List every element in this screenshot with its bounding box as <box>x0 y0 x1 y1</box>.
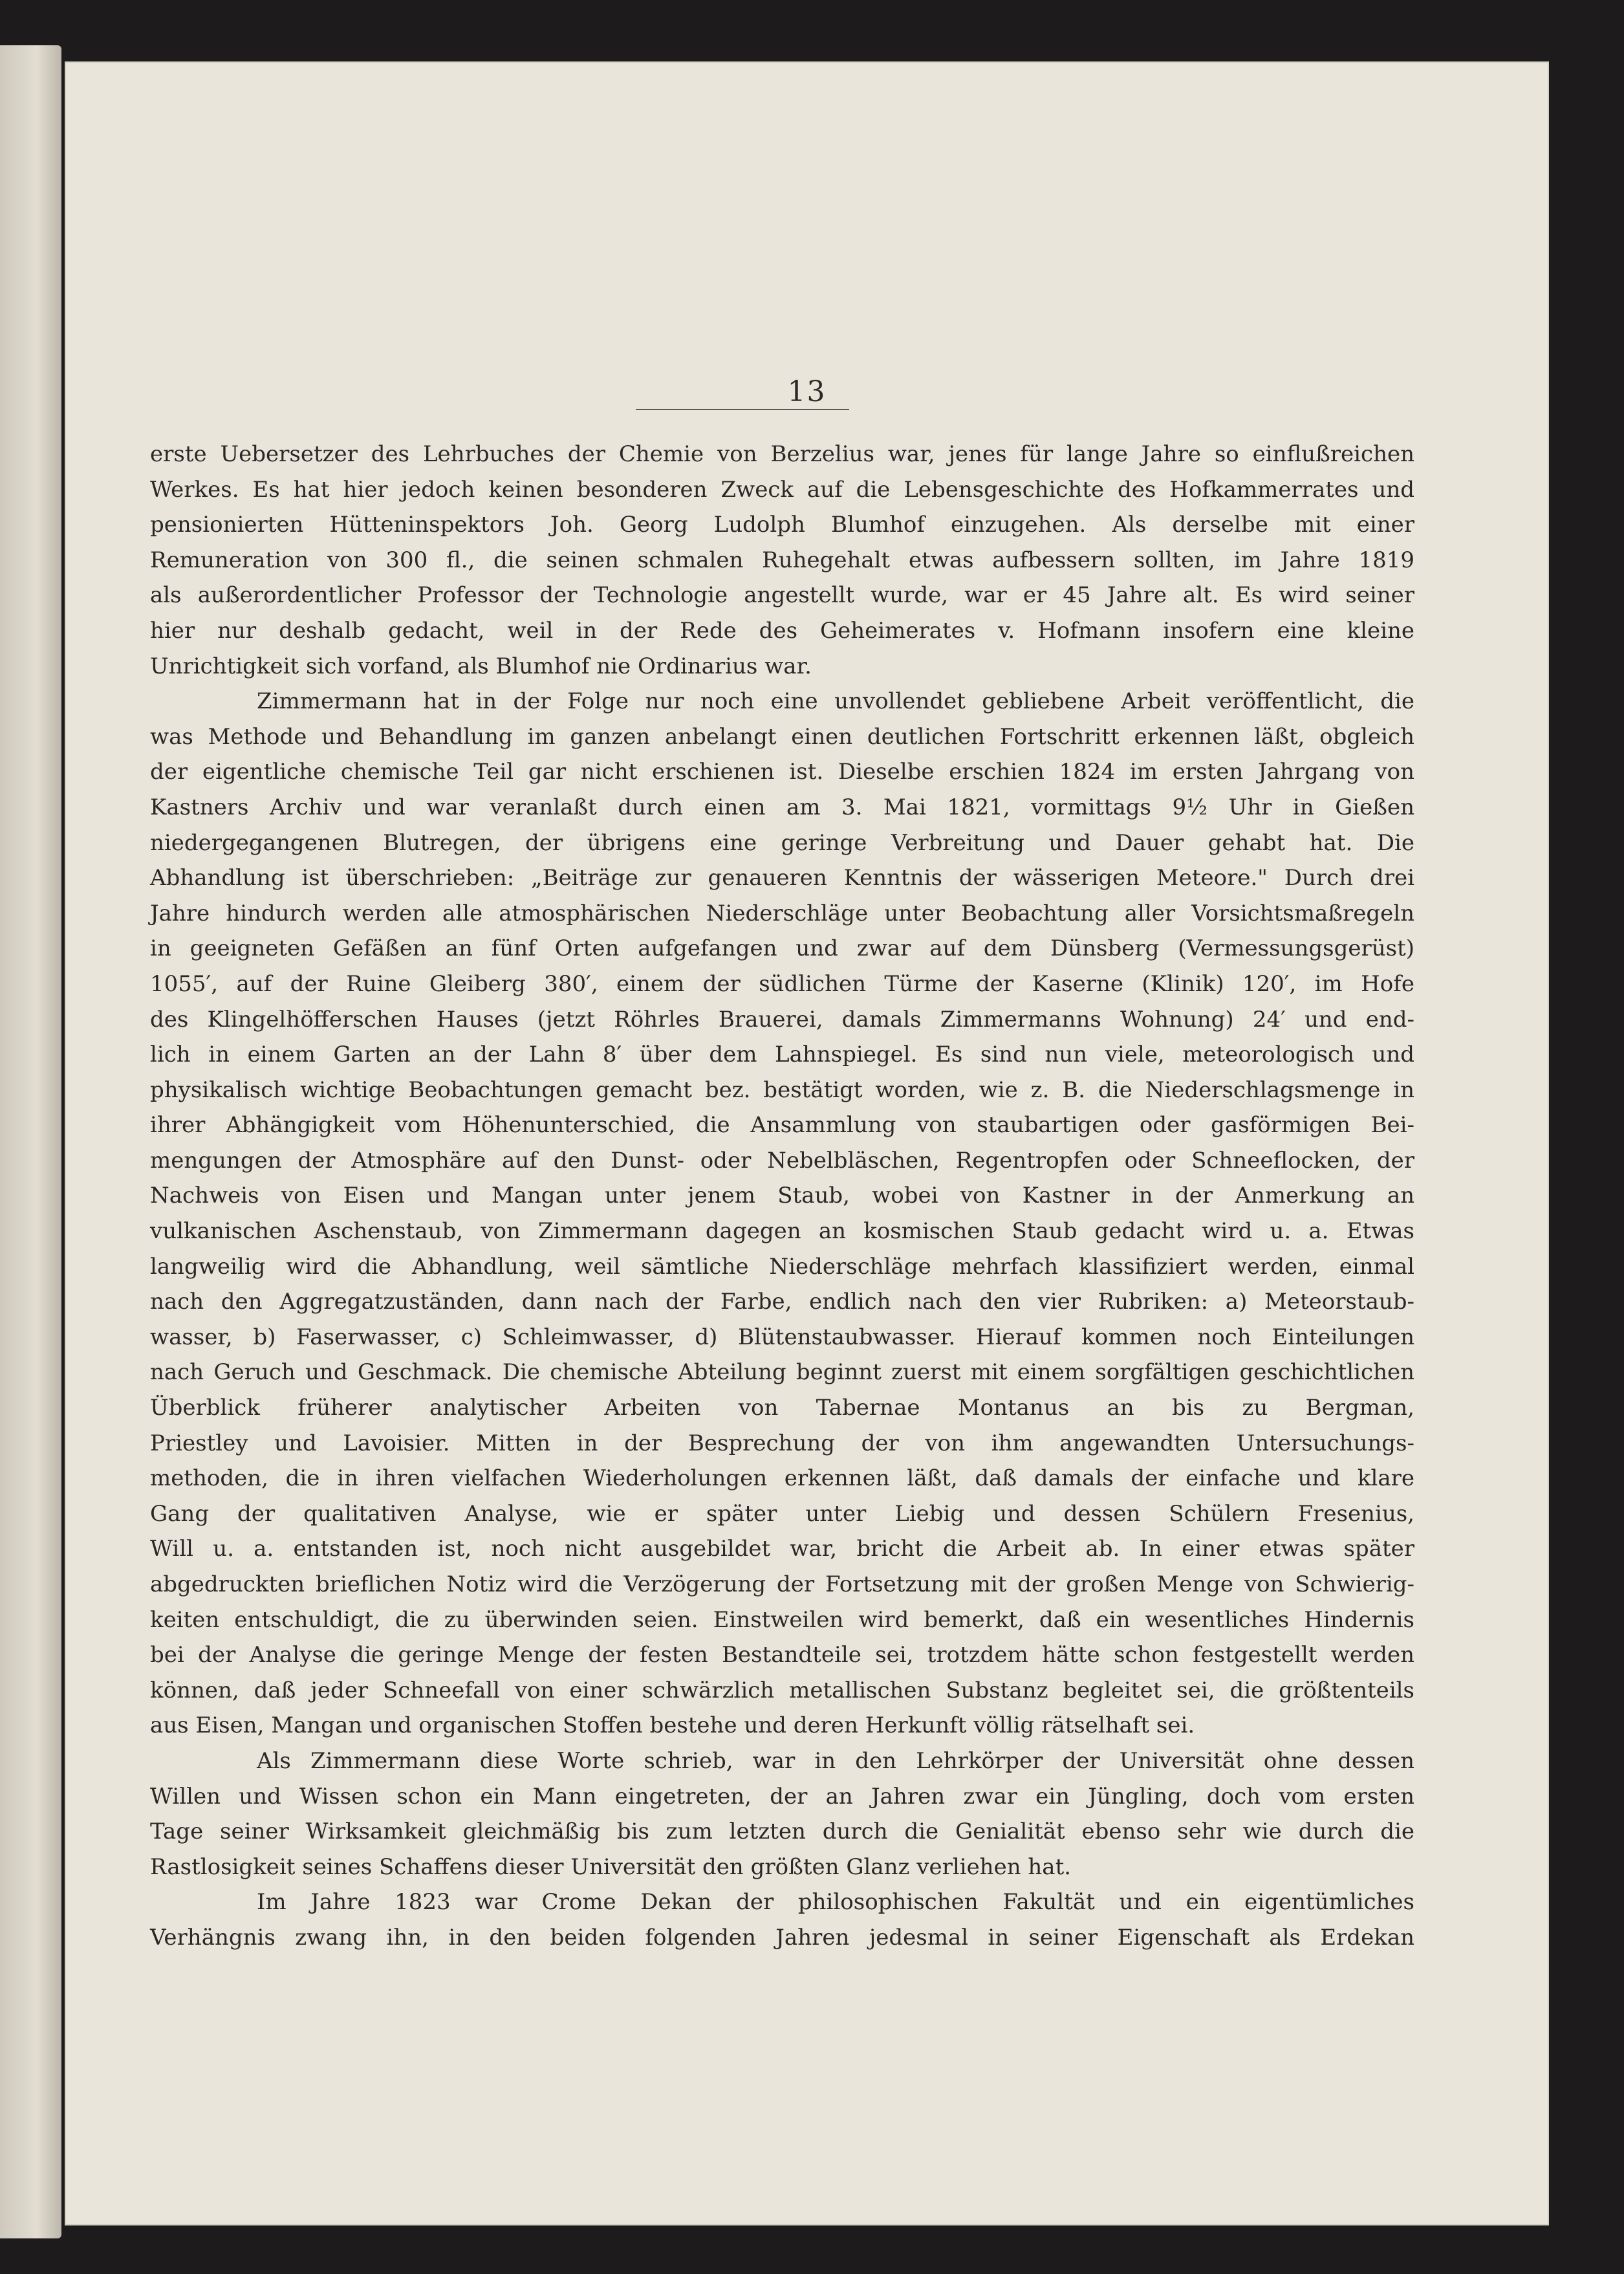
text-line: was Methode und Behandlung im ganzen anbelangt einen deutlichen Fortschritt erkennen läßt, obgleich <box>150 723 1414 750</box>
text-line: Unrichtigkeit sich vorfand, als Blumhof nie Ordinarius war. <box>150 653 812 679</box>
text-line: Verhängnis zwang ihn, in den beiden folgenden Jahren jedesmal in seiner Eigenschaft als Erdekan <box>150 1924 1414 1951</box>
page-number-rule <box>636 409 849 410</box>
text-line: Will u. a. entstanden ist, noch nicht ausgebildet war, bricht die Arbeit ab. In einer etwas später <box>150 1536 1414 1562</box>
page-number: 13 <box>787 375 827 408</box>
text-line: methoden, die in ihren vielfachen Wiederholungen erkennen läßt, daß damals der einfache und klare <box>150 1465 1414 1492</box>
text-line: 1055′, auf der Ruine Gleiberg 380′, einem der südlichen Türme der Kaserne (Klinik) 120′, im Hofe <box>150 970 1414 997</box>
book-page <box>65 61 1549 2225</box>
text-line: Willen und Wissen schon ein Mann eingetreten, der an Jahren zwar ein Jüngling, doch vom ersten <box>150 1783 1414 1809</box>
text-line: Priestley und Lavoisier. Mitten in der Besprechung der von ihm angewandten Untersuchungs- <box>150 1430 1414 1456</box>
text-line: Gang der qualitativen Analyse, wie er später unter Liebig und dessen Schülern Fresenius, <box>150 1500 1414 1527</box>
text-line: Als Zimmermann diese Worte schrieb, war in den Lehrkörper der Universität ohne dessen <box>257 1747 1414 1774</box>
text-line: Jahre hindurch werden alle atmosphärischen Niederschläge unter Beobachtung aller Vorsichtsmaßregeln <box>150 900 1414 926</box>
adjacent-page-edge <box>0 45 61 2238</box>
text-line: ihrer Abhängigkeit vom Höhenunterschied, die Ansammlung von staubartigen oder gasförmigen Bei- <box>150 1112 1414 1139</box>
text-line: des Klingelhöfferschen Hauses (jetzt Röhrles Brauerei, damals Zimmermanns Wohnung) 24′ und end- <box>150 1006 1414 1033</box>
text-line: niedergegangenen Blutregen, der übrigens eine geringe Verbreitung und Dauer gehabt hat. Die <box>150 829 1414 856</box>
text-line: Rastlosigkeit seines Schaffens dieser Universität den größten Glanz verliehen hat. <box>150 1853 1072 1880</box>
text-line: physikalisch wichtige Beobachtungen gemacht bez. bestätigt worden, wie z. B. die Niederschlagsmenge in <box>150 1077 1414 1103</box>
text-line: erste Uebersetzer des Lehrbuches der Chemie von Berzelius war, jenes für lange Jahre so einflußreichen <box>150 441 1414 467</box>
text-line: wasser, b) Faserwasser, c) Schleimwasser, d) Blütenstaubwasser. Hierauf kommen noch Einteilungen <box>150 1324 1414 1350</box>
text-line: Im Jahre 1823 war Crome Dekan der philosophischen Fakultät und ein eigentümliches <box>257 1889 1414 1916</box>
text-line: Zimmermann hat in der Folge nur noch eine unvollendet gebliebene Arbeit veröffentlicht, die <box>257 688 1414 715</box>
text-line: lich in einem Garten an der Lahn 8′ über dem Lahnspiegel. Es sind nun viele, meteorologisch und <box>150 1042 1414 1068</box>
text-line: keiten entschuldigt, die zu überwinden seien. Einstweilen wird bemerkt, daß ein wesentliches Hindernis <box>150 1606 1414 1633</box>
body-text <box>150 437 1414 1956</box>
text-line: vulkanischen Aschenstaub, von Zimmermann dagegen an kosmischen Staub gedacht wird u. a. Etwas <box>150 1218 1414 1245</box>
text-line: aus Eisen, Mangan und organischen Stoffen bestehe und deren Herkunft völlig rätselhaft sei. <box>150 1712 1195 1739</box>
text-line: Nachweis von Eisen und Mangan unter jenem Staub, wobei von Kastner in der Anmerkung an <box>150 1183 1414 1209</box>
text-line: in geeigneten Gefäßen an fünf Orten aufgefangen und zwar auf dem Dünsberg (Vermessungsgerüst) <box>150 935 1414 962</box>
text-line: Überblick früherer analytischer Arbeiten von Tabernae Montanus an bis zu Bergman, <box>150 1395 1414 1421</box>
text-line: nach den Aggregatzuständen, dann nach der Farbe, endlich nach den vier Rubriken: a) Meteorstaub- <box>150 1289 1414 1315</box>
text-line: langweilig wird die Abhandlung, weil sämtliche Niederschläge mehrfach klassifiziert werden, einmal <box>150 1253 1414 1280</box>
text-line: können, daß jeder Schneefall von einer schwärzlich metallischen Substanz begleitet sei, die größtenteils <box>150 1677 1414 1703</box>
text-line: abgedruckten brieflichen Notiz wird die Verzögerung der Fortsetzung mit der großen Menge von Schwierig- <box>150 1571 1414 1597</box>
text-line: hier nur deshalb gedacht, weil in der Rede des Geheimerates v. Hofmann insofern eine kleine <box>150 617 1414 644</box>
text-line: bei der Analyse die geringe Menge der festen Bestandteile sei, trotzdem hätte schon festgestellt werden <box>150 1642 1414 1668</box>
text-line: pensionierten Hütteninspektors Joh. Georg Ludolph Blumhof einzugehen. Als derselbe mit einer <box>150 512 1414 538</box>
text-line: Abhandlung ist überschrieben: „Beiträge zur genaueren Kenntnis der wässerigen Meteore." Durch drei <box>150 865 1414 891</box>
text-line: der eigentliche chemische Teil gar nicht erschienen ist. Dieselbe erschien 1824 im ersten Jahrgang von <box>150 759 1414 785</box>
text-line: Remuneration von 300 fl., die seinen schmalen Ruhegehalt etwas aufbessern sollten, im Jahre 1819 <box>150 547 1414 573</box>
text-line: Werkes. Es hat hier jedoch keinen besonderen Zweck auf die Lebensgeschichte des Hofkammerrates und <box>150 476 1414 503</box>
text-line: nach Geruch und Geschmack. Die chemische Abteilung beginnt zuerst mit einem sorgfältigen geschichtlichen <box>150 1359 1414 1386</box>
text-line: Tage seiner Wirksamkeit gleichmäßig bis zum letzten durch die Genialität ebenso sehr wie durch die <box>150 1819 1414 1845</box>
text-line: Kastners Archiv und war veranlaßt durch einen am 3. Mai 1821, vormittags 9½ Uhr in Gießen <box>150 794 1414 820</box>
text-line: als außerordentlicher Professor der Technologie angestellt wurde, war er 45 Jahre alt. Es wird seiner <box>150 582 1414 609</box>
text-line: mengungen der Atmosphäre auf den Dunst- oder Nebelbläschen, Regentropfen oder Schneeflocken, der <box>150 1147 1414 1174</box>
